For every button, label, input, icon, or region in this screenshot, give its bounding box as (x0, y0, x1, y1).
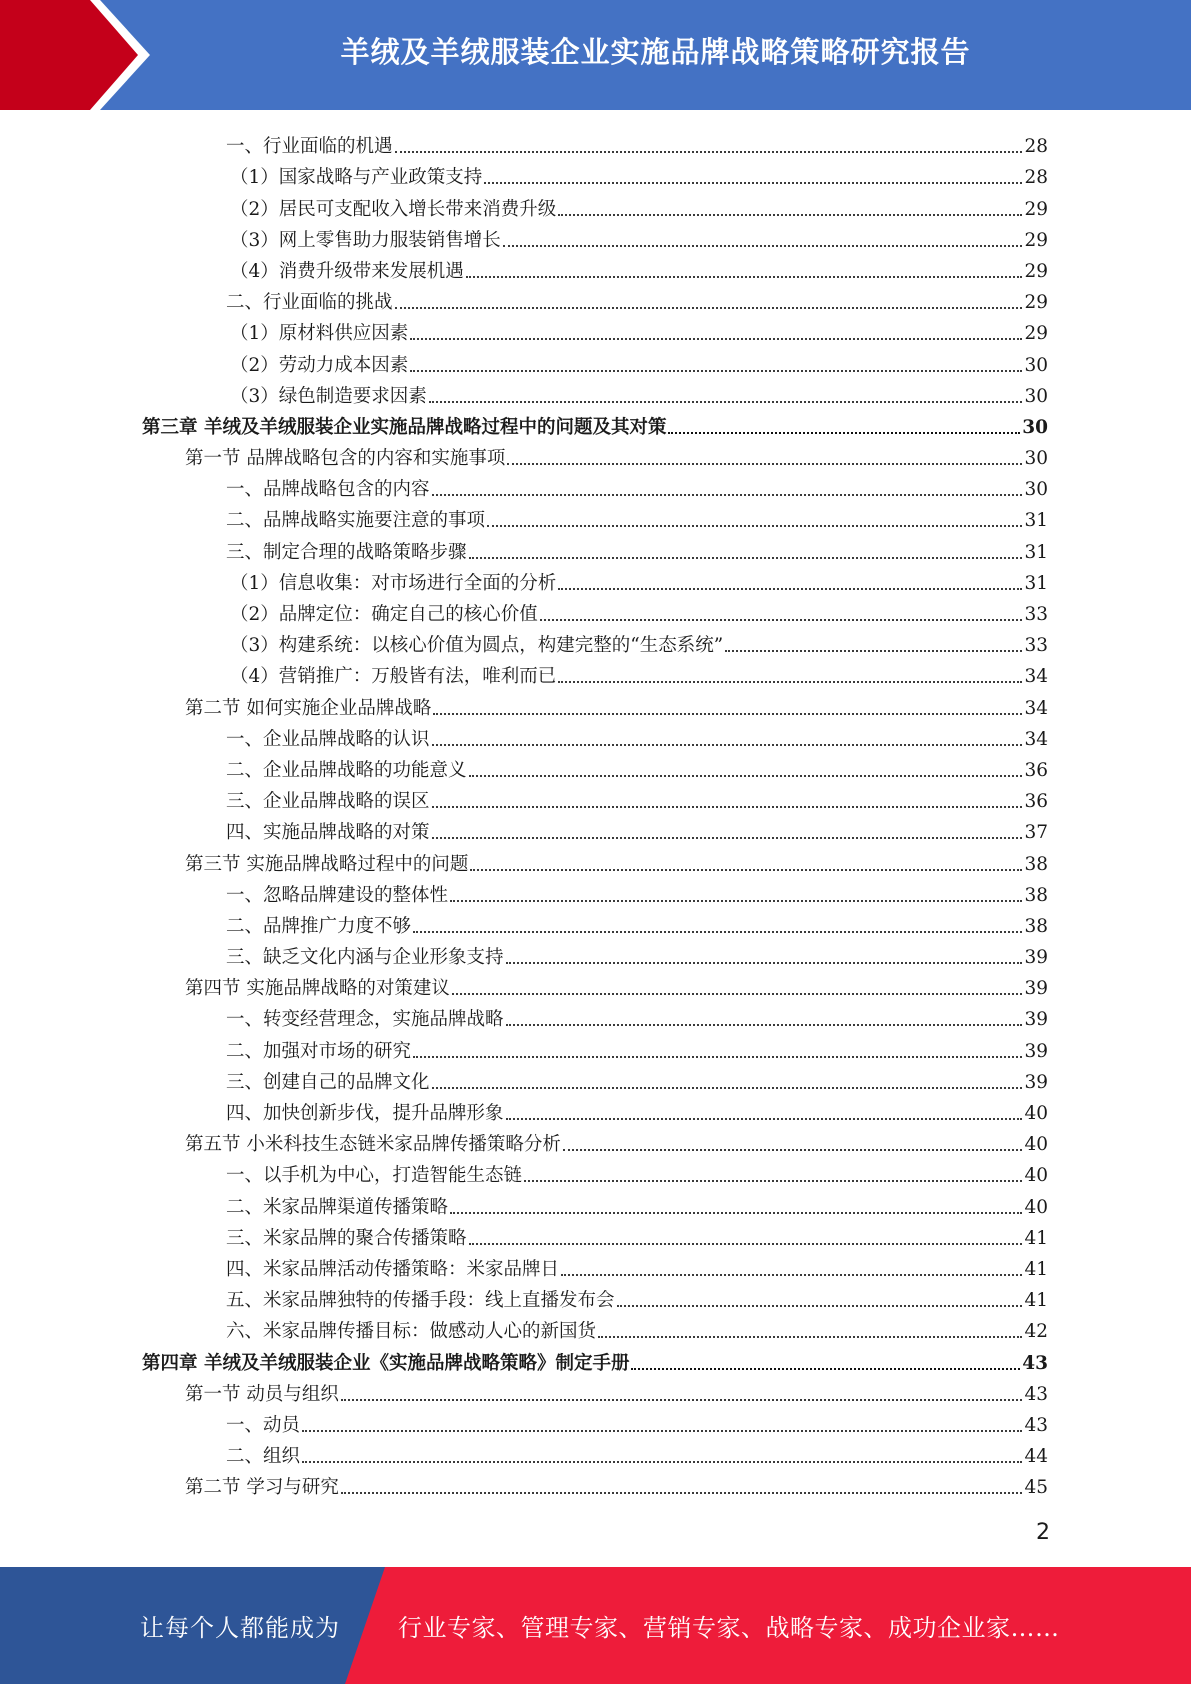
toc-entry[interactable] (142, 1468, 1048, 1499)
toc-entry[interactable] (142, 221, 1048, 252)
toc-entry-title: 第一节 品牌战略包含的内容和实施事项 (185, 448, 506, 470)
toc-entry-page: 34 (1024, 697, 1048, 719)
toc-entry-title: 一、转变经营理念，实施品牌战略 (226, 1009, 504, 1031)
toc-entry[interactable] (142, 532, 1048, 563)
toc-dot-leader (561, 1273, 1022, 1276)
toc-dot-leader (432, 493, 1023, 496)
toc-entry-page: 43 (1022, 1352, 1048, 1374)
toc-entry-page: 36 (1024, 759, 1048, 781)
toc-dot-leader (503, 244, 1023, 247)
toc-entry-title: 第五节 小米科技生态链米家品牌传播策略分析 (185, 1134, 561, 1156)
toc-dot-leader (452, 992, 1023, 995)
header-banner (0, 0, 1191, 110)
toc-entry-page: 38 (1024, 915, 1048, 937)
toc-entry-title: 四、加快创新步伐，提升品牌形象 (226, 1103, 504, 1124)
toc-entry-page: 31 (1024, 541, 1048, 563)
footer-slogan-left: 让每个人都能成为 (140, 1614, 340, 1642)
toc-entry-page: 40 (1024, 1196, 1048, 1218)
toc-entry-page: 29 (1024, 323, 1048, 345)
toc-entry-page: 39 (1024, 947, 1048, 969)
toc-entry-title: 第二节 学习与研究 (185, 1477, 339, 1499)
toc-entry-page: 40 (1024, 1134, 1048, 1156)
toc-entry-title: 一、企业品牌战略的认识 (226, 728, 430, 750)
toc-entry[interactable] (142, 127, 1048, 158)
toc-entry-page: 29 (1024, 229, 1048, 251)
toc-entry-page: 29 (1024, 198, 1048, 220)
toc-entry-title: 三、制定合理的战略策略步骤 (226, 541, 467, 563)
toc-entry[interactable] (142, 408, 1048, 439)
toc-entry-title: 四、米家品牌活动传播策略：米家品牌日 (226, 1258, 560, 1280)
toc-entry[interactable] (142, 252, 1048, 283)
toc-dot-leader (302, 1460, 1022, 1463)
toc-entry-page: 28 (1024, 167, 1048, 189)
toc-entry[interactable] (142, 1094, 1048, 1125)
toc-dot-leader (558, 213, 1022, 216)
toc-dot-leader (432, 805, 1023, 808)
toc-entry[interactable] (142, 345, 1048, 376)
toc-entry[interactable] (142, 1281, 1048, 1312)
toc-dot-leader (484, 181, 1022, 184)
toc-entry[interactable] (142, 1125, 1048, 1156)
toc-entry-page: 45 (1024, 1477, 1048, 1499)
toc-entry-title: 六、米家品牌传播目标：做感动人心的新国货 (226, 1321, 597, 1343)
toc-entry[interactable] (142, 1312, 1048, 1343)
toc-dot-leader (507, 462, 1022, 465)
toc-entry-title: 第三节 实施品牌战略过程中的问题 (185, 853, 469, 875)
toc-entry-title: （3）绿色制造要求因素 (230, 385, 427, 407)
toc-entry-title: 第二节 如何实施企业品牌战略 (185, 697, 432, 719)
toc-entry[interactable] (142, 876, 1048, 907)
toc-entry-page: 30 (1024, 354, 1048, 376)
toc-dot-leader (432, 743, 1023, 746)
toc-dot-leader (617, 1304, 1023, 1307)
toc-entry-page: 43 (1024, 1414, 1048, 1436)
toc-entry[interactable] (142, 1437, 1048, 1468)
toc-entry[interactable] (142, 377, 1048, 408)
toc-entry-title: 一、品牌战略包含的内容 (226, 479, 430, 501)
toc-dot-leader (410, 369, 1022, 372)
toc-entry-page: 42 (1024, 1321, 1048, 1343)
toc-entry-page: 28 (1024, 136, 1048, 158)
toc-entry-title: 第四节 实施品牌战略的对策建议 (185, 978, 450, 1000)
toc-dot-leader (563, 1148, 1023, 1151)
toc-entry-page: 34 (1024, 728, 1048, 750)
toc-entry-title: 一、忽略品牌建设的整体性 (226, 884, 449, 906)
toc-entry-page: 33 (1024, 635, 1048, 657)
toc-entry[interactable] (142, 969, 1048, 1000)
toc-entry[interactable] (142, 720, 1048, 751)
toc-entry-page: 43 (1024, 1383, 1048, 1405)
toc-entry-title: 一、以手机为中心，打造智能生态链 (226, 1165, 523, 1187)
toc-dot-leader (410, 337, 1022, 340)
toc-entry-title: 二、企业品牌战略的功能意义 (226, 759, 467, 781)
toc-entry-page: 30 (1024, 479, 1048, 501)
toc-entry-title: 四、实施品牌战略的对策 (226, 822, 430, 844)
toc-entry[interactable] (142, 439, 1048, 470)
toc-entry-title: （2）品牌定位：确定自己的核心价值 (230, 604, 538, 625)
footer-slogan-right: 行业专家、管理专家、营销专家、战略专家、成功企业家…… (398, 1614, 1060, 1642)
toc-dot-leader (395, 150, 1023, 153)
toc-dot-leader (506, 1023, 1023, 1026)
toc-entry-title: 三、企业品牌战略的误区 (226, 791, 430, 813)
toc-entry[interactable] (142, 1343, 1048, 1374)
footer-banner (0, 1567, 1191, 1684)
toc-entry-page: 44 (1024, 1446, 1048, 1468)
toc-entry[interactable] (142, 1187, 1048, 1218)
toc-entry-title: 二、米家品牌渠道传播策略 (226, 1196, 449, 1218)
toc-dot-leader (432, 1086, 1023, 1089)
toc-entry-page: 39 (1024, 978, 1048, 1000)
toc-dot-leader (466, 275, 1023, 278)
toc-entry-title: （1）国家战略与产业政策支持 (230, 167, 483, 189)
toc-entry-page: 38 (1024, 853, 1048, 875)
toc-entry-title: （3）构建系统：以核心价值为圆点，构建完整的“生态系统” (230, 635, 724, 657)
toc-entry[interactable] (142, 907, 1048, 938)
toc-entry-title: 二、品牌推广力度不够 (226, 915, 412, 937)
toc-entry-page: 31 (1024, 572, 1048, 594)
toc-dot-leader (598, 1335, 1022, 1338)
toc-entry-title: 第四章 羊绒及羊绒服装企业《实施品牌战略策略》制定手册 (142, 1352, 630, 1374)
toc-entry-page: 40 (1024, 1165, 1048, 1187)
toc-entry-title: （4）营销推广：万般皆有法，唯利而已 (230, 666, 557, 688)
toc-entry-title: （2）劳动力成本因素 (230, 354, 409, 376)
toc-entry[interactable] (142, 564, 1048, 595)
toc-entry[interactable] (142, 626, 1048, 657)
toc-dot-leader (341, 1398, 1023, 1401)
toc-entry-title: 五、米家品牌独特的传播手段：线上直播发布会 (226, 1290, 615, 1312)
toc-dot-leader (469, 556, 1023, 559)
toc-entry-title: （4）消费升级带来发展机遇 (230, 260, 464, 282)
toc-entry[interactable] (142, 1063, 1048, 1094)
toc-entry-page: 41 (1024, 1290, 1048, 1312)
toc-entry-page: 33 (1024, 604, 1048, 625)
toc-entry-title: 第一节 动员与组织 (185, 1383, 339, 1405)
toc-dot-leader (429, 400, 1023, 403)
toc-entry[interactable] (142, 938, 1048, 969)
toc-entry-page: 30 (1022, 416, 1048, 438)
toc-entry-page: 41 (1024, 1227, 1048, 1249)
toc-dot-leader (631, 1367, 1020, 1370)
toc-entry-page: 29 (1024, 292, 1048, 314)
toc-dot-leader (540, 618, 1023, 621)
toc-dot-leader (558, 680, 1022, 683)
toc-entry-title: （1）信息收集：对市场进行全面的分析 (230, 572, 557, 594)
toc-dot-leader (433, 712, 1022, 715)
toc-entry-page: 34 (1024, 666, 1048, 688)
toc-dot-leader (487, 524, 1022, 527)
toc-dot-leader (725, 649, 1022, 652)
toc-entry-title: （2）居民可支配收入增长带来消费升级 (230, 198, 557, 220)
toc-entry[interactable] (142, 501, 1048, 532)
toc-dot-leader (558, 587, 1022, 590)
toc-dot-leader (413, 1055, 1022, 1058)
toc-dot-leader (470, 868, 1022, 871)
toc-dot-leader (524, 1179, 1022, 1182)
toc-entry[interactable] (142, 158, 1048, 189)
toc-dot-leader (450, 899, 1022, 902)
toc-entry-title: （1）原材料供应因素 (230, 323, 409, 345)
toc-entry-title: （3）网上零售助力服装销售增长 (230, 229, 501, 251)
toc-entry-title: 第三章 羊绒及羊绒服装企业实施品牌战略过程中的问题及其对策 (142, 416, 667, 438)
toc-entry[interactable] (142, 1219, 1048, 1250)
toc-entry-page: 40 (1024, 1103, 1048, 1124)
toc-entry-title: 二、行业面临的挑战 (226, 292, 393, 314)
toc-entry-title: 一、动员 (226, 1414, 301, 1436)
toc-entry[interactable] (142, 657, 1048, 688)
toc-entry-title: 三、缺乏文化内涵与企业形象支持 (226, 947, 504, 969)
toc-dot-leader (668, 431, 1020, 434)
toc-entry[interactable] (142, 1156, 1048, 1187)
toc-dot-leader (450, 1211, 1022, 1214)
table-of-contents (142, 127, 1048, 1499)
toc-dot-leader (432, 836, 1023, 839)
page-number: 2 (1036, 1520, 1050, 1545)
toc-entry-page: 39 (1024, 1040, 1048, 1062)
toc-entry[interactable] (142, 1375, 1048, 1406)
toc-dot-leader (302, 1429, 1022, 1432)
toc-entry[interactable] (142, 1406, 1048, 1437)
toc-entry-title: 二、加强对市场的研究 (226, 1040, 412, 1062)
toc-dot-leader (395, 306, 1023, 309)
toc-entry-title: 三、米家品牌的聚合传播策略 (226, 1227, 467, 1249)
toc-entry-page: 41 (1024, 1258, 1048, 1280)
toc-entry[interactable] (142, 844, 1048, 875)
toc-dot-leader (341, 1491, 1023, 1494)
toc-entry[interactable] (142, 1000, 1048, 1031)
toc-entry[interactable] (142, 1250, 1048, 1281)
toc-dot-leader (506, 1117, 1023, 1120)
toc-entry-page: 30 (1024, 448, 1048, 470)
toc-entry-page: 39 (1024, 1009, 1048, 1031)
document-title: 羊绒及羊绒服装企业实施品牌战略策略研究报告 (340, 34, 971, 69)
toc-entry-title: 一、行业面临的机遇 (226, 136, 393, 158)
toc-entry[interactable] (142, 470, 1048, 501)
toc-entry[interactable] (142, 813, 1048, 844)
toc-entry[interactable] (142, 283, 1048, 314)
toc-dot-leader (469, 1242, 1023, 1245)
toc-entry[interactable] (142, 189, 1048, 220)
toc-entry-page: 38 (1024, 884, 1048, 906)
toc-entry[interactable] (142, 314, 1048, 345)
toc-entry[interactable] (142, 782, 1048, 813)
toc-entry-page: 29 (1024, 260, 1048, 282)
toc-dot-leader (413, 930, 1022, 933)
toc-entry-page: 31 (1024, 510, 1048, 532)
toc-entry[interactable] (142, 1031, 1048, 1062)
toc-entry-page: 39 (1024, 1071, 1048, 1093)
toc-entry[interactable] (142, 751, 1048, 782)
toc-entry-title: 二、组织 (226, 1446, 301, 1468)
toc-entry-page: 36 (1024, 791, 1048, 813)
toc-entry-title: 三、创建自己的品牌文化 (226, 1071, 430, 1093)
toc-entry[interactable] (142, 688, 1048, 719)
toc-entry-page: 30 (1024, 385, 1048, 407)
toc-dot-leader (506, 961, 1023, 964)
toc-entry-page: 37 (1024, 822, 1048, 844)
toc-dot-leader (469, 774, 1023, 777)
toc-entry-title: 二、品牌战略实施要注意的事项 (226, 510, 486, 532)
toc-entry[interactable] (142, 595, 1048, 626)
